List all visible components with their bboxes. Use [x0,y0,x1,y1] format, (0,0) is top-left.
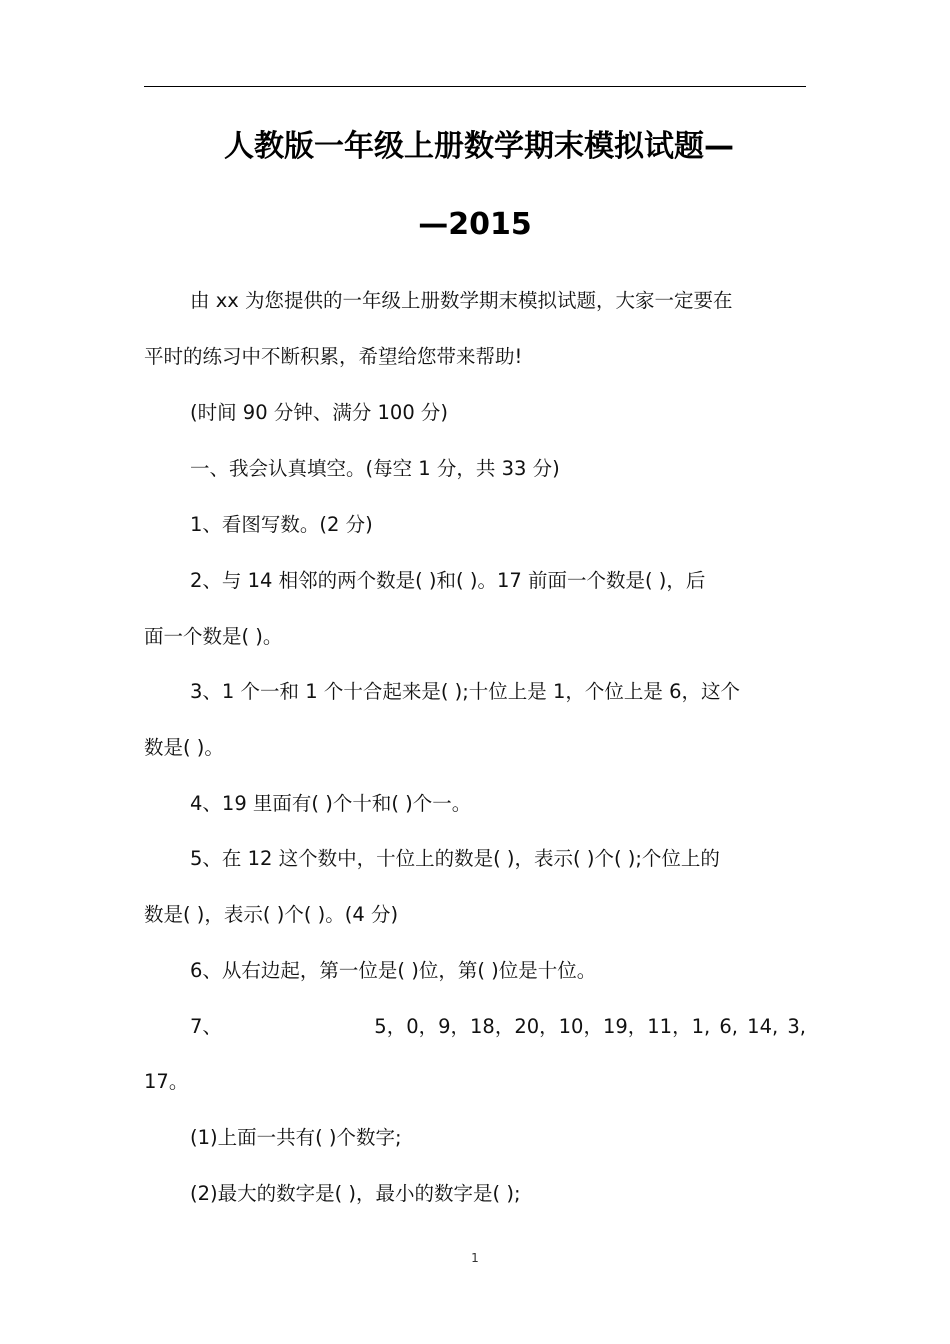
intro-paragraph-line-1: 由 xx 为您提供的一年级上册数学期末模拟试题，大家一定要在 [190,289,733,312]
intro-paragraph-line-2: 平时的练习中不断积累，希望给您带来帮助! [144,345,523,368]
question-2-line-1: 2、与 14 相邻的两个数是( )和( )。17 前面一个数是( )，后 [190,569,706,592]
document-title-line-1: 人教版一年级上册数学期末模拟试题— [224,129,734,164]
question-3-line-1: 3、1 个一和 1 个十合起来是( );十位上是 1，个位上是 6，这个 [190,680,741,703]
document-title-line-2: —2015 [418,207,532,242]
section-1-heading: 一、我会认真填空。(每空 1 分，共 33 分) [190,457,560,480]
question-5-line-2: 数是( )，表示( )个( )。(4 分) [144,903,399,926]
question-5-line-1: 5、在 12 这个数中，十位上的数是( )，表示( )个( );个位上的 [190,847,720,870]
question-7-label: 7、 [190,1015,222,1038]
question-7-sub-1: (1)上面一共有( )个数字; [190,1126,402,1149]
question-6: 6、从右边起，第一位是( )位，第( )位是十位。 [190,959,597,982]
time-note: (时间 90 分钟、满分 100 分) [190,401,449,424]
question-7-line-1 [190,1017,806,1037]
page-number: 1 [471,1251,479,1265]
question-3-line-2: 数是( )。 [144,736,224,759]
question-7-sub-2: (2)最大的数字是( )，最小的数字是( ); [190,1182,521,1205]
header-rule [144,86,806,87]
question-1: 1、看图写数。(2 分) [190,513,373,536]
question-7-line-2: 17。 [144,1070,189,1093]
question-7-sequence: 5，0，9，18，20，10，19，11，1, 6, 14, 3, [374,1015,806,1038]
question-4: 4、19 里面有( )个十和( )个一。 [190,792,472,815]
question-2-line-2: 面一个数是( )。 [144,625,283,648]
